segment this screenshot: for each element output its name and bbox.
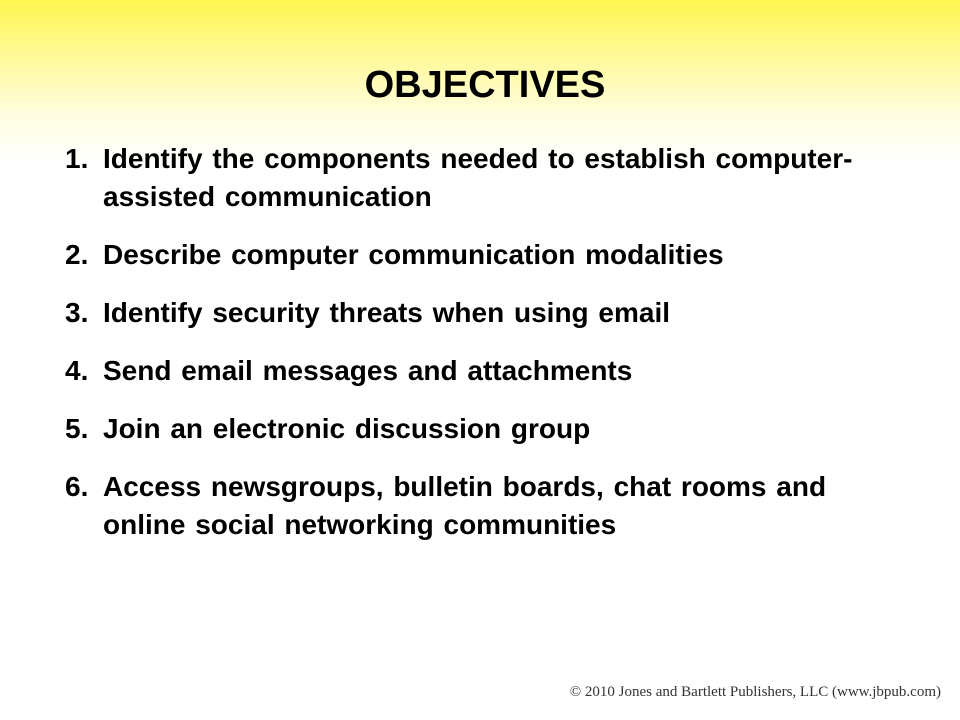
objective-number: 3.: [65, 297, 89, 328]
objective-item: [65, 352, 885, 390]
objective-text: Identify security threats when using email: [103, 297, 671, 328]
slide-title: OBJECTIVES: [364, 64, 606, 106]
objective-item: [65, 468, 885, 544]
objective-text: Access newsgroups, bulletin boards, chat rooms and online social networking communities: [103, 471, 827, 540]
objective-number: 2.: [65, 239, 89, 270]
objective-number: 1.: [65, 143, 89, 174]
copyright-footer: © 2010 Jones and Bartlett Publishers, LLC (www.jbpub.com): [569, 684, 941, 700]
objective-text: Identify the components needed to establish computer-assisted communication: [103, 143, 853, 212]
objective-number: 4.: [65, 355, 89, 386]
objective-item: [65, 410, 885, 448]
objective-item: [65, 140, 885, 216]
objective-item: [65, 236, 885, 274]
objective-number: 5.: [65, 413, 89, 444]
objective-text: Describe computer communication modalities: [103, 239, 724, 270]
objective-number: 6.: [65, 471, 89, 502]
objective-text: Join an electronic discussion group: [103, 413, 591, 444]
objective-text: Send email messages and attachments: [103, 355, 633, 386]
objective-item: [65, 294, 885, 332]
objectives-list: [65, 140, 885, 564]
